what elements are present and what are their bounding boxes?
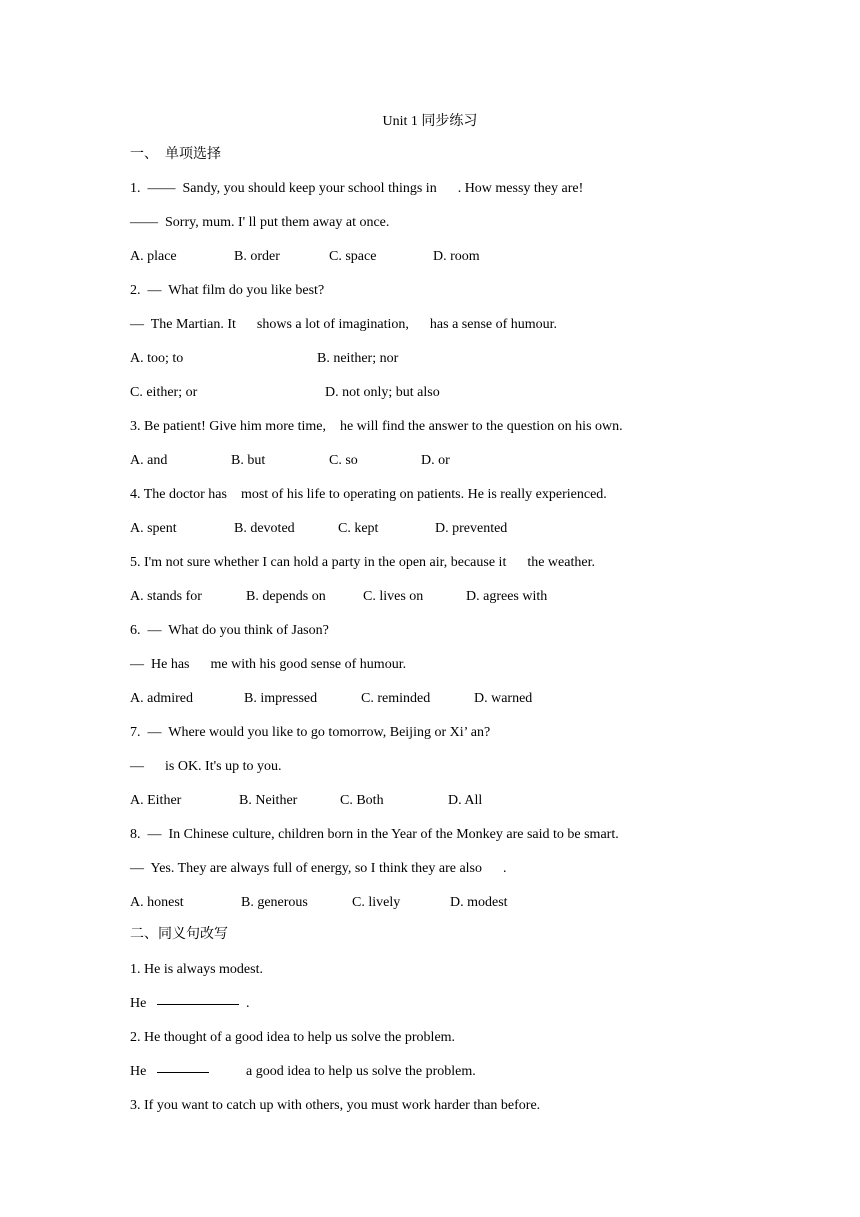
question-5-stem: 5. I'm not sure whether I can hold a party in the open air, because it the weather. — [130, 555, 595, 570]
question-7-reply: — is OK. It's up to you. — [130, 759, 282, 774]
question-6-reply: — He has me with his good sense of humour. — [130, 657, 407, 672]
question-2-reply: — The Martian. It shows a lot of imagination, has a sense of humour. — [130, 317, 558, 332]
question-5-option-d: D. agrees with — [466, 589, 548, 604]
question-8-option-d: D. modest — [450, 895, 508, 910]
rewrite-1-suffix: . — [246, 996, 250, 1011]
question-5-option-c: C. lives on — [363, 589, 424, 604]
section-heading-rewrite: 二、同义句改写 — [130, 927, 228, 942]
question-6-stem: 6. — What do you think of Jason? — [130, 623, 329, 638]
question-8-option-b: B. generous — [241, 895, 308, 910]
rewrite-2-prefix: He — [130, 1064, 147, 1079]
question-7-option-d: D. All — [448, 793, 483, 808]
question-3-option-c: C. so — [329, 453, 358, 468]
question-8-stem: 8. — In Chinese culture, children born in the Year of the Monkey are said to be smart. — [130, 827, 619, 842]
question-8-reply: — Yes. They are always full of energy, so I think they are also . — [130, 861, 507, 876]
question-2-option-c: C. either; or — [130, 385, 198, 400]
question-6-option-d: D. warned — [474, 691, 533, 706]
section-heading-multiple-choice: 一、 单项选择 — [130, 147, 221, 162]
question-7-option-c: C. Both — [340, 793, 384, 808]
question-2-option-a: A. too; to — [130, 351, 184, 366]
question-6-option-b: B. impressed — [244, 691, 318, 706]
rewrite-2-blank[interactable] — [157, 1063, 209, 1081]
question-1-reply: —— Sorry, mum. I' ll put them away at once. — [130, 215, 390, 230]
question-7-option-b: B. Neither — [239, 793, 298, 808]
question-7-stem: 7. — Where would you like to go tomorrow, Beijing or Xi’ an? — [130, 725, 491, 740]
question-4-option-c: C. kept — [338, 521, 379, 536]
question-1-stem: 1. —— Sandy, you should keep your school things in . How messy they are! — [130, 181, 584, 196]
question-4-option-a: A. spent — [130, 521, 177, 536]
question-1-option-a: A. place — [130, 249, 177, 264]
question-3-option-a: A. and — [130, 453, 168, 468]
question-2-option-d: D. not only; but also — [325, 385, 440, 400]
question-7-option-a: A. Either — [130, 793, 182, 808]
question-6-option-a: A. admired — [130, 691, 193, 706]
rewrite-2-sentence: 2. He thought of a good idea to help us solve the problem. — [130, 1030, 456, 1045]
question-3-option-d: D. or — [421, 453, 450, 468]
question-8-option-a: A. honest — [130, 895, 184, 910]
question-1-option-c: C. space — [329, 249, 377, 264]
page-title: Unit 1 同步练习 — [382, 114, 478, 129]
question-1-option-b: B. order — [234, 249, 280, 264]
question-2-option-b: B. neither; nor — [317, 351, 399, 366]
question-4-option-b: B. devoted — [234, 521, 295, 536]
question-5-option-a: A. stands for — [130, 589, 202, 604]
question-4-option-d: D. prevented — [435, 521, 508, 536]
rewrite-1-sentence: 1. He is always modest. — [130, 962, 263, 977]
question-8-option-c: C. lively — [352, 895, 401, 910]
question-2-stem: 2. — What film do you like best? — [130, 283, 325, 298]
question-3-stem: 3. Be patient! Give him more time, he will find the answer to the question on his own. — [130, 419, 623, 434]
question-4-stem: 4. The doctor has most of his life to operating on patients. He is really experienced. — [130, 487, 607, 502]
question-5-option-b: B. depends on — [246, 589, 326, 604]
question-1-option-d: D. room — [433, 249, 480, 264]
rewrite-2-suffix: a good idea to help us solve the problem. — [246, 1064, 476, 1079]
rewrite-1-blank[interactable] — [157, 995, 239, 1013]
rewrite-1-prefix: He — [130, 996, 147, 1011]
question-6-option-c: C. reminded — [361, 691, 431, 706]
question-3-option-b: B. but — [231, 453, 266, 468]
rewrite-3-sentence: 3. If you want to catch up with others, you must work harder than before. — [130, 1098, 541, 1113]
